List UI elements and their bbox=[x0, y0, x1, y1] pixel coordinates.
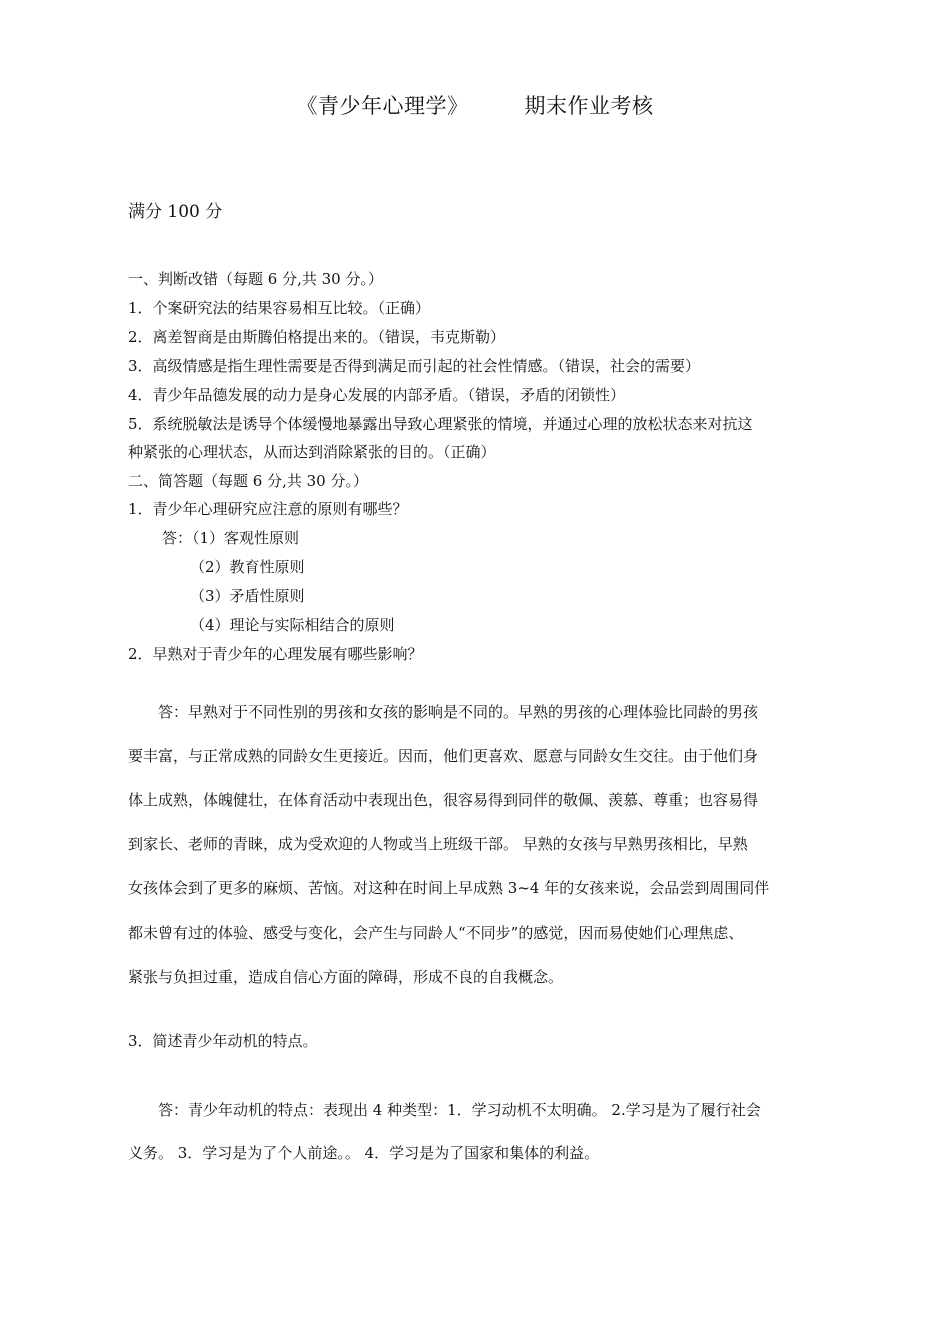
q2-answer-line-4: 到家长、老师的青睐，成为受欢迎的人物或当上班级干部。 早熟的女孩与早熟男孩相比，早熟 bbox=[128, 835, 748, 853]
section1-item-1: 1．个案研究法的结果容易相互比较。（正确） bbox=[128, 299, 431, 317]
section1-item-5: 5．系统脱敏法是诱导个体缓慢地暴露出导致心理紧张的情境，并通过心理的放松状态来对抗这 bbox=[128, 415, 753, 433]
q1-answer-1: 答：（1）客观性原则 bbox=[162, 529, 300, 547]
q2-answer-line-5: 女孩体会到了更多的麻烦、苦恼。对这种在时间上早成熟 3~4 年的女孩来说，会品尝到周围同伴 bbox=[128, 879, 770, 897]
page-title bbox=[0, 90, 950, 120]
q2-question: 2．早熟对于青少年的心理发展有哪些影响？ bbox=[128, 645, 423, 663]
q3-answer-line-2: 义务。 3．学习是为了个人前途。。 4．学习是为了国家和集体的利益。 bbox=[128, 1144, 600, 1162]
q1-answer-3: （3）矛盾性原则 bbox=[190, 587, 305, 605]
q1-answer-2: （2）教育性原则 bbox=[190, 558, 305, 576]
full-score: 满分 100 分 bbox=[128, 202, 223, 222]
section1-item-3: 3．高级情感是指生理性需要是否得到满足而引起的社会性情感。（错误，社会的需要） bbox=[128, 357, 701, 375]
course-title: 《青少年心理学》 bbox=[296, 94, 469, 118]
q1-question: 1．青少年心理研究应注意的原则有哪些？ bbox=[128, 500, 408, 518]
section1-heading: 一、判断改错（每题 6 分,共 30 分。） bbox=[128, 270, 383, 288]
exam-title: 期末作业考核 bbox=[524, 94, 654, 118]
section1-item-5-cont: 种紧张的心理状态，从而达到消除紧张的目的。（正确） bbox=[128, 443, 496, 461]
section1-item-2: 2．离差智商是由斯腾伯格提出来的。（错误，韦克斯勒） bbox=[128, 328, 506, 346]
section1-item-4: 4．青少年品德发展的动力是身心发展的内部矛盾。（错误，矛盾的闭锁性） bbox=[128, 386, 626, 404]
q2-answer-line-2: 要丰富，与正常成熟的同龄女生更接近。因而，他们更喜欢、愿意与同龄女生交往。由于他们身 bbox=[128, 747, 759, 765]
section2-heading: 二、简答题（每题 6 分,共 30 分。） bbox=[128, 472, 368, 490]
q2-answer-line-7: 紧张与负担过重，造成自信心方面的障碍，形成不良的自我概念。 bbox=[128, 968, 564, 986]
q3-question: 3．简述青少年动机的特点。 bbox=[128, 1032, 318, 1050]
q1-answer-4: （4）理论与实际相结合的原则 bbox=[190, 616, 395, 634]
q2-answer-line-3: 体上成熟，体魄健壮，在体育活动中表现出色，很容易得到同伴的敬佩、羡慕、尊重；也容易得 bbox=[128, 791, 759, 809]
q2-answer-line-1: 答：早熟对于不同性别的男孩和女孩的影响是不同的。早熟的男孩的心理体验比同龄的男孩 bbox=[128, 703, 759, 721]
q2-answer-line-6: 都未曾有过的体验、感受与变化，会产生与同龄人“不同步”的感觉，因而易使她们心理焦虑、 bbox=[128, 924, 744, 942]
q3-answer-line-1: 答：青少年动机的特点：表现出 4 种类型：1．学习动机不太明确。 2.学习是为了履行社会 bbox=[128, 1101, 761, 1119]
